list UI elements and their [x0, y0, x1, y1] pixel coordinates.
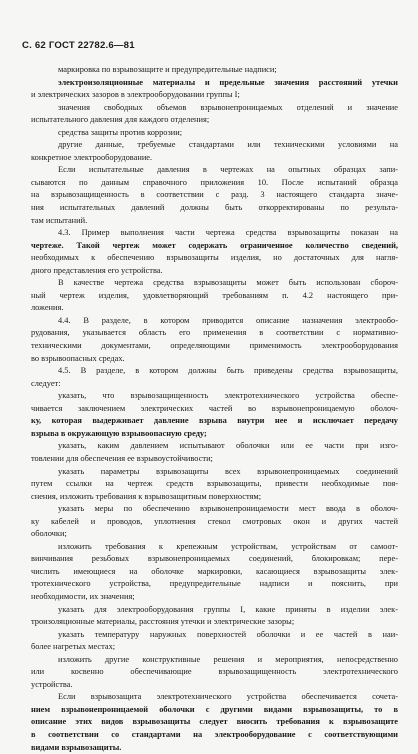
- text-line: необходимости, их значения;: [31, 591, 135, 601]
- text-line: В качестве чертежа средства взрывозащиты может быть использован сбороч-: [58, 278, 398, 288]
- text-line: указать, каким давлением испытывают оболочки или ее части при изго-: [58, 441, 398, 451]
- text-line: снения, изложить требования к взрывозащитным поверхностям;: [31, 491, 262, 501]
- text-line: путем ссылки на чертеж средств взрывозащиты, привести необходимые поя-: [31, 479, 398, 489]
- text-line: более нагретых местах;: [31, 642, 116, 652]
- text-line: ку, которая выдерживает давление взрыва внутри нее и исключает передачу: [31, 416, 398, 426]
- standard-code: ГОСТ 22782.6—81: [48, 40, 135, 51]
- text-line: чивается заключением электрических частей во взрывонепроницаемую оболоч-: [31, 403, 398, 413]
- text-line: оболочки;: [31, 529, 67, 539]
- text-line: указать меры по обеспечению взрывонепроницаемости мест ввода в оболоч-: [58, 504, 398, 514]
- text-line: или косвенно обеспечивающие взрывозащищенность электротехнического: [31, 667, 398, 677]
- text-line: указать для электрооборудования группы I, какие приняты в изделии элек-: [58, 604, 398, 614]
- text-line: ния испытательных давлений должны быть откорректированы по результа-: [31, 203, 398, 213]
- page-header: [22, 40, 135, 51]
- text-line: техническими документами, определяющими применимость электрооборудования: [31, 341, 398, 351]
- text-line: рудования, указывается область его применения в соответствии с нормативно-: [31, 328, 398, 338]
- text-line: указать, что взрывозащищенность электротехнического устройства обеспе-: [58, 391, 398, 401]
- text-line: указать температуру наружных поверхностей оболочки и ее частей в наи-: [58, 629, 398, 639]
- text-line: электроизоляционные материалы и предельные значения расстояний утечки: [58, 77, 398, 87]
- text-line: маркировка по взрывозащите и предупредительные надписи;: [58, 65, 277, 74]
- text-line: испытательного давления для каждого отделения;: [31, 115, 210, 125]
- text-line: товлении для обеспечения ее взрывоустойчивости;: [31, 453, 213, 463]
- text-line: числить имеющиеся на оболочке маркировки, касающиеся взрывозащиты элек-: [31, 566, 398, 576]
- text-line: 4.5. В разделе, в котором должны быть приведены средства взрывозащиты,: [58, 366, 398, 376]
- text-line: сываются по данным справочного приложения 10. После испытаний образца: [31, 177, 398, 187]
- text-line: 4.3. Пример выполнения части чертежа средства взрывозащиты показан на: [58, 228, 398, 238]
- text-line: и электрических зазоров в электрооборудовании группы I;: [31, 90, 240, 100]
- text-line: указать параметры взрывозащиты всех взрывонепроницаемых соединений: [58, 466, 398, 476]
- text-line: изложить требования к крепежным устройствам, устройствам от самоот-: [58, 541, 398, 551]
- text-line: ный чертеж изделия, удовлетворяющий требованиям п. 4.2 настоящего при-: [31, 290, 398, 300]
- text-line: необходимых к обеспечению взрывозащиты изделия, но достаточных для нагля-: [31, 253, 398, 263]
- text-line: винчивания резьбовых взрывонепроницаемых соединений, блокировкам; пере-: [31, 554, 398, 564]
- text-line: устройства.: [31, 679, 73, 689]
- text-line: взрыва в окружающую взрывоопасную среду;: [31, 428, 207, 438]
- text-line: изложить другие конструктивные решения и мероприятия, непосредственно: [58, 654, 398, 664]
- text-line: чертеже. Такой чертеж может содержать ограниченное количество сведений,: [31, 240, 398, 250]
- text-line: в соответствии со стандартами на электрооборудование с соответствующими: [31, 729, 398, 739]
- text-line: троизоляционные материалы, расстояния утечки и электрические зазоры;: [31, 617, 295, 627]
- text-line: ложения.: [31, 303, 64, 313]
- text-line: видами взрывозащиты.: [31, 742, 122, 752]
- text-line: конкретное электрооборудование.: [31, 152, 153, 162]
- text-line: во взрывоопасных средах.: [31, 353, 125, 363]
- text-line: тротехнического устройства, предупредительные надписи и пояснить, при: [31, 579, 398, 589]
- text-line: там испытаний.: [31, 215, 88, 225]
- text-line: значения свободных объемов взрывонепроницаемых отделений и значение: [58, 102, 398, 112]
- text-line: дного представления его устройства.: [31, 265, 163, 275]
- text-line: 4.4. В разделе, в котором приводится описание назначения электрообо-: [58, 315, 398, 325]
- text-line: Если взрывозащита электротехнического устройства обеспечивается сочета-: [58, 692, 398, 702]
- page-number: С. 62: [22, 40, 46, 51]
- text-line: Если испытательные давления в чертежах на опытных образцах запи-: [58, 165, 398, 175]
- text-line: другие данные, требуемые стандартами или техническими условиями на: [58, 140, 398, 150]
- text-line: следует:: [31, 378, 61, 388]
- text-line: на взрывозащищенность в соответствии с разд. 3 настоящего стандарта значе-: [31, 190, 398, 200]
- text-line: ку кабелей и проводов, уплотнения стекол смотровых окон и других частей: [31, 516, 398, 526]
- text-line: средства защиты против коррозии;: [58, 127, 183, 137]
- document-text: [31, 64, 398, 754]
- text-line: нием взрывонепроницаемой оболочки с другими видами взрывозащиты, то в: [31, 704, 398, 714]
- text-line: описание этих видов взрывозащиты следует вносить требования к взрывозащите: [31, 717, 398, 727]
